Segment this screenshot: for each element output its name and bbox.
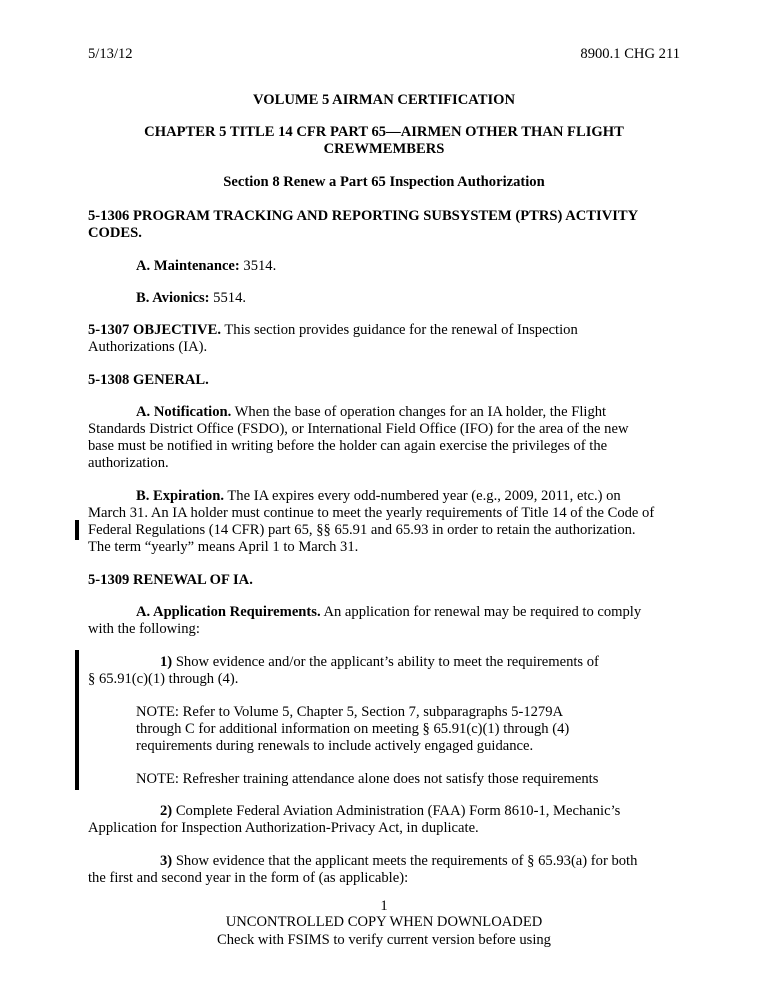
section-title: Section 8 Renew a Part 65 Inspection Authorization [223,174,545,190]
footer-line1: UNCONTROLLED COPY WHEN DOWNLOADED [225,914,543,930]
item2-number: 2) [160,803,173,819]
s1306-item-avionics [136,290,246,308]
s1309a-line2: with the following: [88,621,200,637]
note1-line2: through C for additional information on meeting § 65.91(c)(1) through (4) [136,721,570,737]
maintenance-code: 3514. [239,258,277,274]
s1308b-line2: March 31. An IA holder must continue to meet the yearly requirements of Title 14 of the Code of [88,505,655,521]
maintenance-label: A. Maintenance: [136,258,240,274]
s1308-heading: 5-1308 GENERAL. [88,372,209,388]
item1-line2: § 65.91(c)(1) through (4). [88,671,239,687]
change-bar [75,650,79,790]
s1308a-line4: authorization. [88,455,169,471]
item2-line2: Application for Inspection Authorization-Privacy Act, in duplicate. [88,820,479,836]
notification-label: A. Notification. [136,404,232,420]
s1307-line2: Authorizations (IA). [88,339,208,355]
item3-number: 3) [160,853,173,869]
s1309-heading: 5-1309 RENEWAL OF IA. [88,572,253,588]
s1307-line1: 5-1307 OBJECTIVE. This section provides guidance for the renewal of Inspection [88,322,578,338]
header-date: 5/13/12 [88,46,133,62]
chapter-title-line1: CHAPTER 5 TITLE 14 CFR PART 65—AIRMEN OTHER THAN FLIGHT [144,124,624,140]
s1306-heading-line1: 5-1306 PROGRAM TRACKING AND REPORTING SUBSYSTEM (PTRS) ACTIVITY [88,208,639,224]
footer-line2: Check with FSIMS to verify current version before using [217,932,551,948]
s1308a-line2: Standards District Office (FSDO), or International Field Office (IFO) for the area of the new [88,421,629,437]
note1-line1: NOTE: Refer to Volume 5, Chapter 5, Section 7, subparagraphs 5-1279A [136,704,564,720]
expiration-label: B. Expiration. [136,488,224,504]
s1308a-line1: A. Notification. When the base of operation changes for an IA holder, the Flight [136,404,607,420]
s1309a-line1: A. Application Requirements. An application for renewal may be required to comply [136,604,642,620]
volume-title: VOLUME 5 AIRMAN CERTIFICATION [252,92,516,108]
item3-line1: 3) Show evidence that the applicant meets the requirements of § 65.93(a) for both [160,853,638,869]
header-document-id: 8900.1 CHG 211 [580,46,680,62]
s1308b-line3: Federal Regulations (14 CFR) part 65, §§ 65.91 and 65.93 in order to retain the authorization. [88,522,636,538]
s1308a-line3: base must be notified in writing before the holder can again exercise the privileges of the [88,438,608,454]
s1306-item-maintenance [136,258,276,276]
chapter-title-line2: CREWMEMBERS [323,141,445,157]
s1307-heading: 5-1307 OBJECTIVE. [88,322,221,338]
note2: NOTE: Refresher training attendance alone does not satisfy those requirements [136,771,599,787]
item1-line1: 1) Show evidence and/or the applicant’s ability to meet the requirements of [160,654,599,670]
note1-line3: requirements during renewals to include actively engaged guidance. [136,738,534,754]
page-number: 1 [380,898,388,914]
item1-number: 1) [160,654,173,670]
s1308b-line4: The term “yearly” means April 1 to March 31. [88,539,359,555]
avionics-code: 5514. [209,290,247,306]
item3-line2: the first and second year in the form of (as applicable): [88,870,409,886]
avionics-label: B. Avionics: [136,290,210,306]
s1306-heading-line2: CODES. [88,225,142,241]
item2-line1: 2) Complete Federal Aviation Administration (FAA) Form 8610-1, Mechanic’s [160,803,621,819]
s1308b-line1: B. Expiration. The IA expires every odd-numbered year (e.g., 2009, 2011, etc.) on [136,488,621,504]
application-requirements-label: A. Application Requirements. [136,604,321,620]
change-bar [75,520,79,540]
